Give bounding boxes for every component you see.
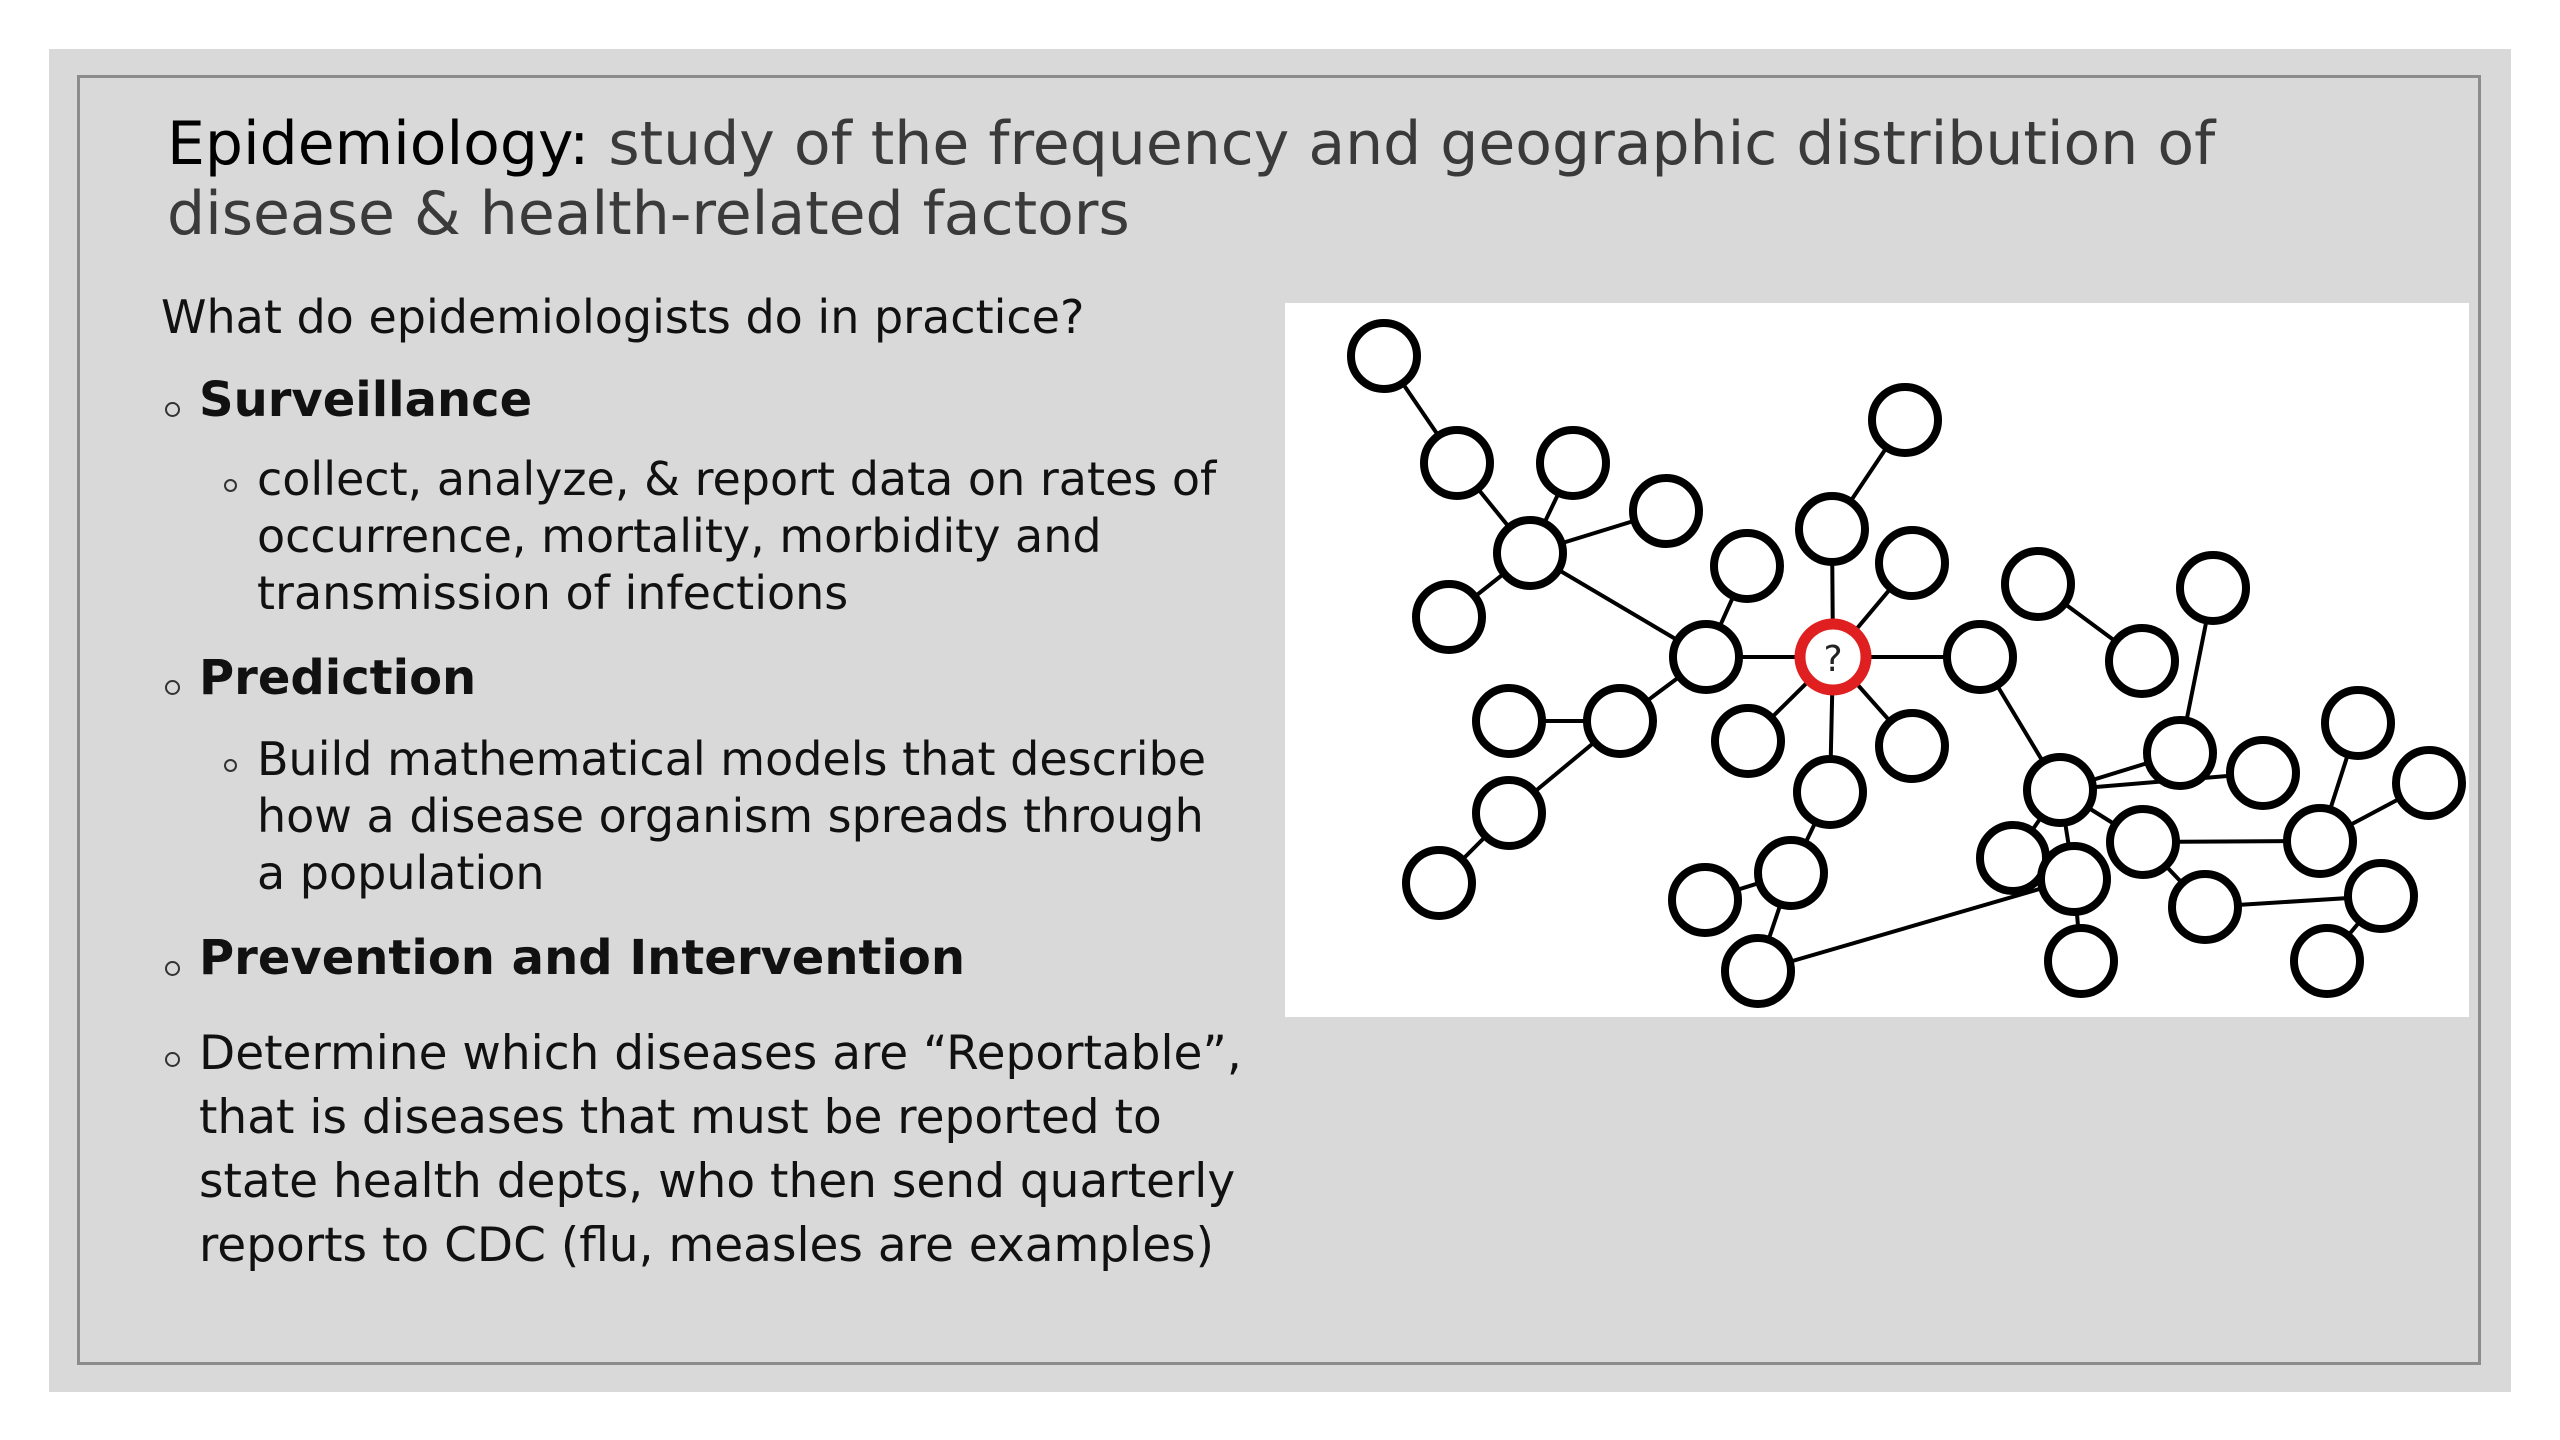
network-node — [2109, 628, 2175, 694]
reportable-line-1: Determine which diseases are “Reportable”, — [199, 1026, 1242, 1081]
heading-prevention: Prevention and Intervention — [199, 930, 966, 986]
prediction-line-1: Build mathematical models that describe — [257, 732, 1207, 786]
slide — [49, 49, 2511, 1392]
network-node — [1540, 430, 1606, 496]
network-node — [2287, 808, 2353, 874]
network-node — [1476, 688, 1542, 754]
network-node — [1947, 624, 2013, 690]
network-node — [2348, 863, 2414, 929]
network-node — [2294, 928, 2360, 994]
sub-bullet-dot — [224, 759, 237, 772]
network-node — [1424, 430, 1490, 496]
reportable-line-2: that is diseases that must be reported to — [199, 1090, 1162, 1145]
sub-bullet-dot — [224, 479, 237, 492]
intro-question: What do epidemiologists do in practice? — [161, 290, 1085, 344]
network-node — [1497, 520, 1563, 586]
prediction-line-3: a population — [257, 846, 545, 900]
network-diagram — [1285, 303, 2469, 1017]
network-node — [1799, 496, 1865, 562]
network-node — [2147, 720, 2213, 786]
network-node — [2041, 846, 2107, 912]
network-node — [2172, 874, 2238, 940]
network-node — [1758, 840, 1824, 906]
network-svg — [1285, 303, 2469, 1017]
network-node — [2180, 555, 2246, 621]
network-node — [1351, 323, 1417, 389]
network-node — [2325, 690, 2391, 756]
slide-title — [167, 109, 2437, 249]
network-node — [2230, 740, 2296, 806]
network-node — [1416, 584, 1482, 650]
network-node — [1980, 825, 2046, 891]
title-definition: study of the frequency and geographic distribution of disease & health-related factors — [167, 109, 2216, 249]
surveillance-line-1: collect, analyze, & report data on rates of — [257, 452, 1217, 506]
reportable-line-4: reports to CDC (flu, measles are examples) — [199, 1218, 1214, 1273]
network-node — [1715, 708, 1781, 774]
bullet-dot — [165, 1052, 180, 1067]
bullet-dot — [165, 402, 180, 417]
bullet-dot — [165, 680, 180, 695]
reportable-line-3: state health depts, who then send quarterly — [199, 1154, 1236, 1209]
network-node — [1476, 780, 1542, 846]
heading-prediction: Prediction — [199, 650, 477, 706]
title-term: Epidemiology: — [167, 109, 590, 179]
network-node — [1879, 713, 1945, 779]
network-node — [2027, 757, 2093, 823]
network-node — [2048, 928, 2114, 994]
network-node — [1672, 867, 1738, 933]
network-node — [1714, 533, 1780, 599]
network-node — [2396, 750, 2462, 816]
network-node — [1406, 850, 1472, 916]
bullet-dot — [165, 961, 180, 976]
network-node — [1725, 938, 1791, 1004]
network-node — [1872, 387, 1938, 453]
network-node — [1633, 478, 1699, 544]
network-node — [1673, 624, 1739, 690]
unknown-source-label: ? — [1823, 639, 1843, 680]
surveillance-line-2: occurrence, mortality, morbidity and — [257, 509, 1102, 563]
network-node — [1797, 759, 1863, 825]
heading-surveillance: Surveillance — [199, 372, 533, 428]
network-node — [2110, 809, 2176, 875]
network-node — [1879, 530, 1945, 596]
network-node — [2005, 551, 2071, 617]
network-node — [1587, 688, 1653, 754]
surveillance-line-3: transmission of infections — [257, 566, 849, 620]
prediction-line-2: how a disease organism spreads through — [257, 789, 1204, 843]
